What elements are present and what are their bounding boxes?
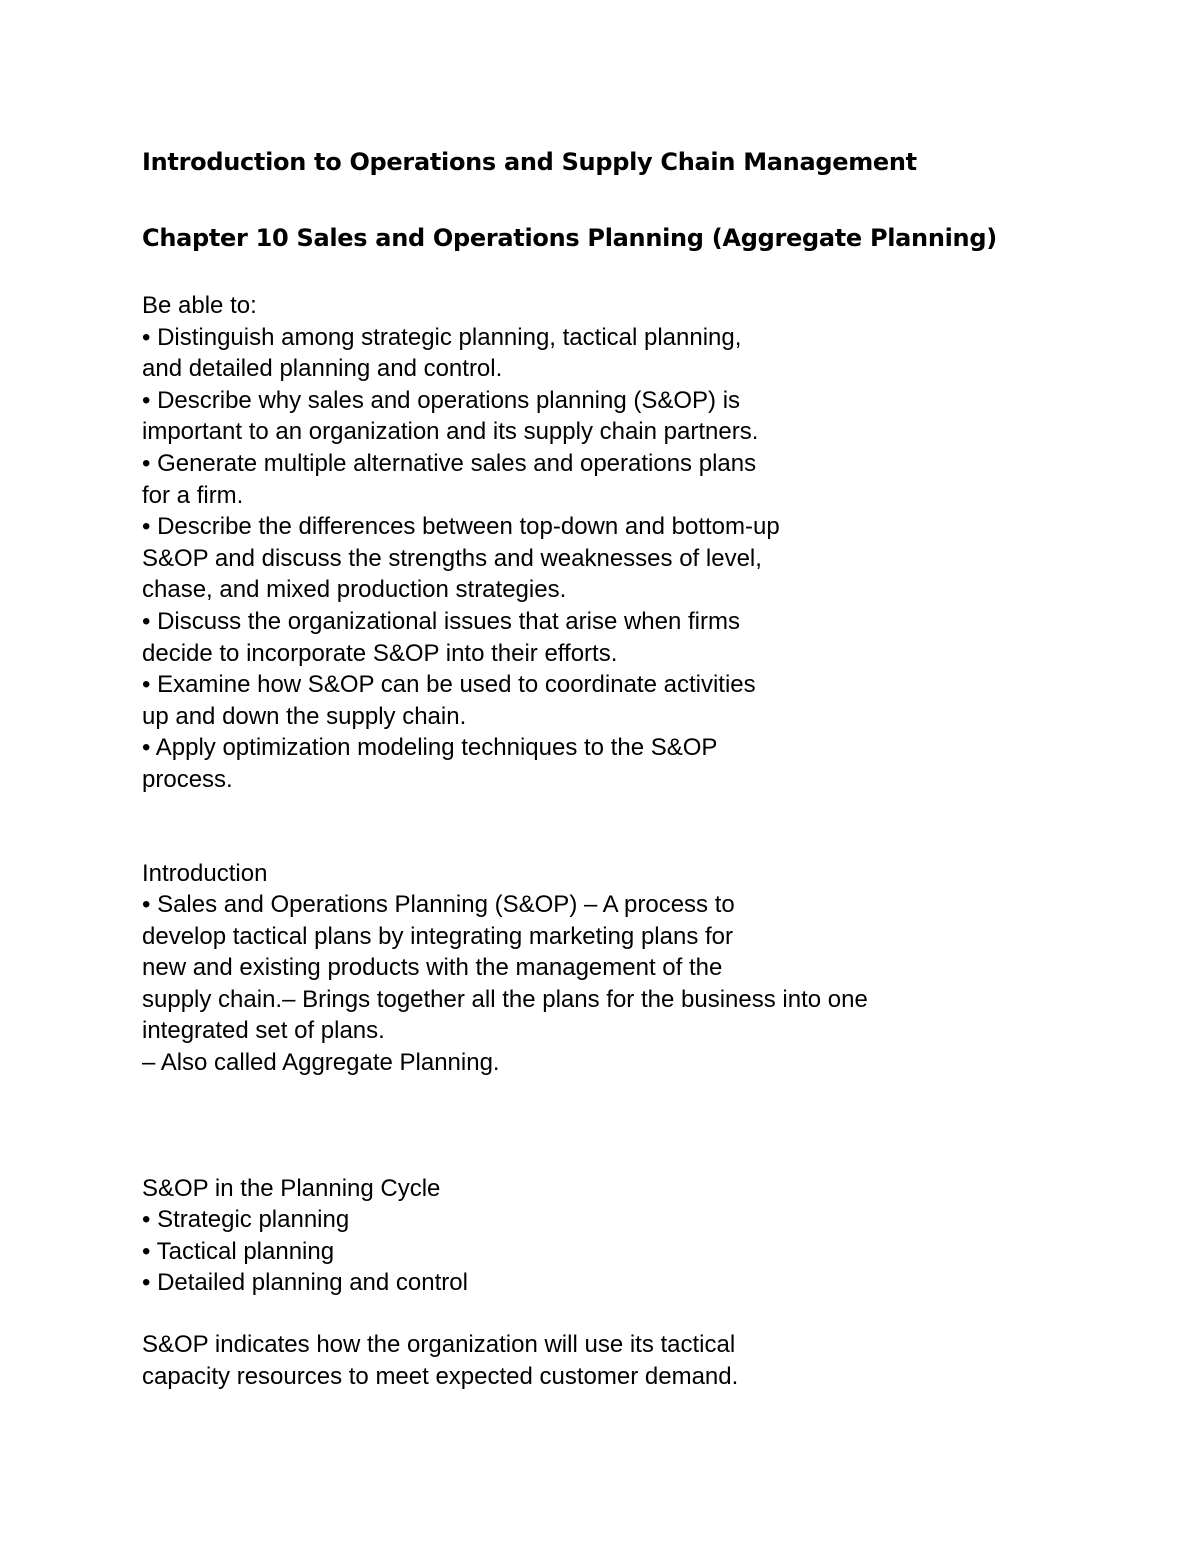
objectives-heading: Be able to: <box>142 292 257 319</box>
introduction-line: supply chain.– Brings together all the plans for the business into one <box>142 985 868 1013</box>
page-content <box>142 140 1122 1392</box>
objective-line: chase, and mixed production strategies. <box>142 576 567 604</box>
planning-cycle-section <box>142 1173 1122 1299</box>
planning-cycle-item: • Strategic planning <box>142 1206 350 1234</box>
objective-line: up and down the supply chain. <box>142 702 467 730</box>
document-title: Introduction to Operations and Supply Chain Management <box>142 148 917 176</box>
objective-line: • Describe why sales and operations planning (S&OP) is <box>142 386 741 414</box>
introduction-line: develop tactical plans by integrating marketing plans for <box>142 922 733 950</box>
introduction-line: • Sales and Operations Planning (S&OP) – A process to <box>142 891 735 919</box>
introduction-line: integrated set of plans. <box>142 1017 385 1045</box>
objective-line: decide to incorporate S&OP into their efforts. <box>142 639 618 667</box>
objectives-section <box>142 290 1122 796</box>
objective-line: important to an organization and its supply chain partners. <box>142 418 759 446</box>
planning-cycle-heading: S&OP in the Planning Cycle <box>142 1174 441 1202</box>
objective-line: S&OP and discuss the strengths and weaknesses of level, <box>142 544 762 572</box>
objective-line: • Discuss the organizational issues that arise when firms <box>142 607 740 635</box>
objective-line: • Distinguish among strategic planning, tactical planning, <box>142 323 742 351</box>
objective-line: • Describe the differences between top-down and bottom-up <box>142 513 780 541</box>
chapter-heading: Chapter 10 Sales and Operations Planning (Aggregate Planning) <box>142 224 997 252</box>
planning-cycle-item: • Tactical planning <box>142 1237 335 1265</box>
objective-line: and detailed planning and control. <box>142 355 503 383</box>
objective-line: process. <box>142 765 233 793</box>
objective-line: • Examine how S&OP can be used to coordinate activities <box>142 671 756 699</box>
summary-section <box>142 1329 1122 1392</box>
introduction-section <box>142 858 1122 1079</box>
summary-line: capacity resources to meet expected customer demand. <box>142 1362 739 1390</box>
objective-line: • Generate multiple alternative sales and operations plans <box>142 449 757 477</box>
planning-cycle-item: • Detailed planning and control <box>142 1269 468 1297</box>
introduction-line: new and existing products with the management of the <box>142 954 723 982</box>
objective-line: for a firm. <box>142 481 244 509</box>
summary-line: S&OP indicates how the organization will use its tactical <box>142 1331 736 1359</box>
introduction-heading: Introduction <box>142 859 268 887</box>
introduction-line: – Also called Aggregate Planning. <box>142 1049 500 1077</box>
objective-line: • Apply optimization modeling techniques to the S&OP <box>142 734 718 762</box>
